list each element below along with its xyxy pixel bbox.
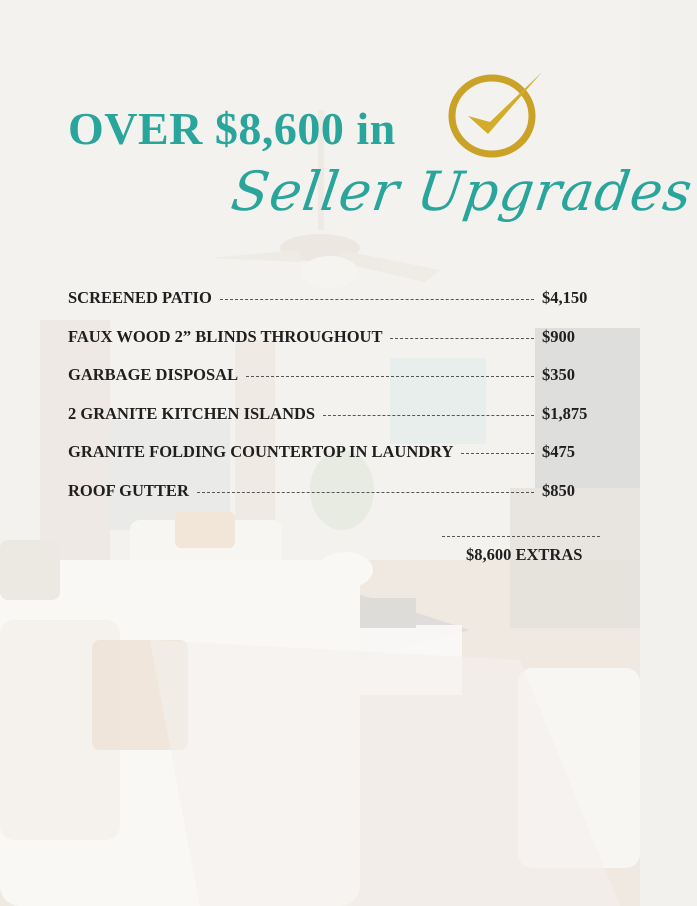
dotted-leader [461,453,534,454]
item-label: GARBAGE DISPOSAL [68,365,239,384]
list-item [68,442,598,481]
gold-checkmark-icon [446,64,552,160]
dotted-leader [197,492,534,493]
subheadline: Seller Upgrades [227,160,697,223]
list-item [68,404,598,443]
list-item [68,481,598,520]
upgrade-list [68,288,598,519]
dotted-leader [246,376,534,377]
list-item [68,288,598,327]
item-label: 2 GRANITE KITCHEN ISLANDS [68,403,316,423]
dotted-leader [220,299,534,300]
item-label: ROOF GUTTER [68,480,189,500]
headline: OVER $8,600 in [68,103,396,154]
item-label: GRANITE FOLDING COUNTERTOP IN LAUNDRY [68,442,454,461]
item-price: $900 [542,326,575,346]
item-price: $475 [542,442,575,461]
list-item [68,365,598,404]
item-price: $4,150 [542,288,588,307]
item-price: $850 [542,480,575,500]
item-label: SCREENED PATIO [68,288,212,307]
total-divider [442,536,600,537]
total-extras: $8,600 EXTRAS [466,545,583,564]
item-price: $350 [542,365,575,384]
list-item [68,327,598,366]
dotted-leader [323,415,534,416]
item-label: FAUX WOOD 2” BLINDS THROUGHOUT [68,326,383,346]
item-price: $1,875 [542,403,588,423]
dotted-leader [390,338,534,339]
